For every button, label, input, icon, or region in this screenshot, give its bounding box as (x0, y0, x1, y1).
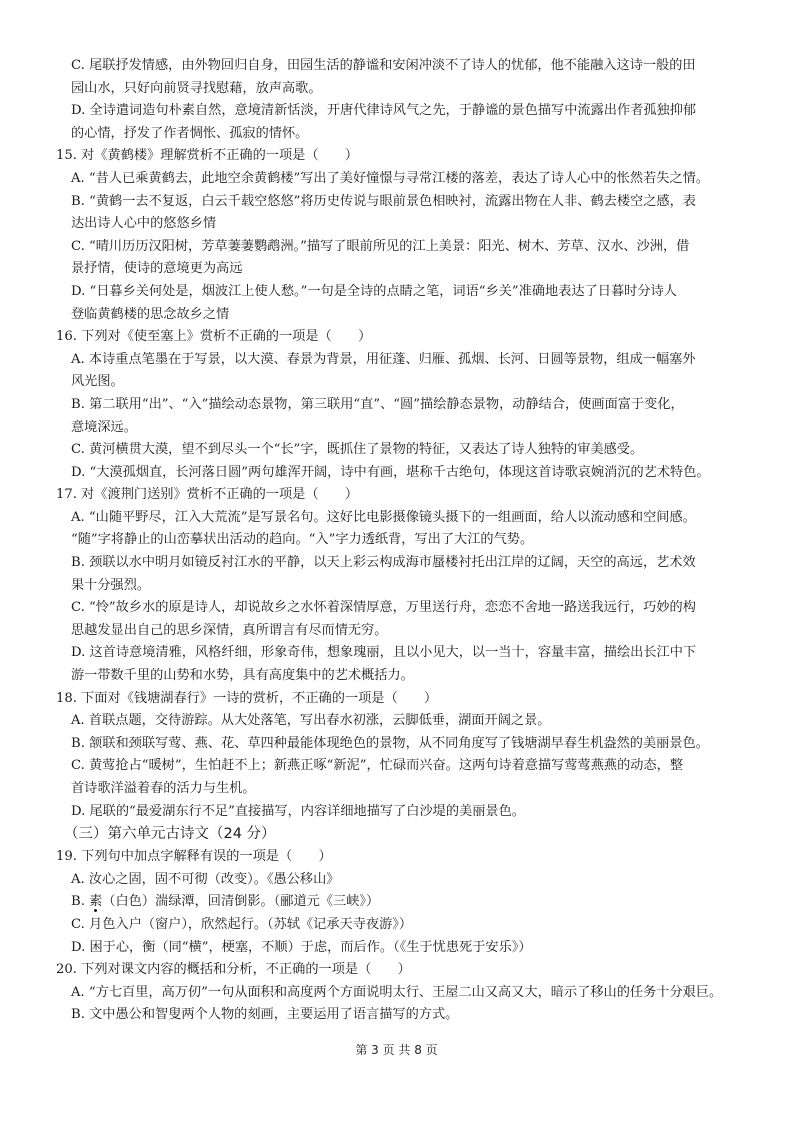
question-19-option-d: D. 困于心，衡（同“横”，梗塞，不顺）于虑，而后作。（《生于忧患死于安乐》） (71, 939, 532, 955)
answer-option-line: C. 尾联抒发情感，由外物回归自身，田园生活的静谧和安闲冲淡不了诗人的忧郁，他不能融入这诗一般的田 (71, 58, 696, 73)
question-stem-line: 17. 对《渡荆门送别》赏析不正确的一项是（ ） (56, 487, 359, 503)
question-20-option-a: A. “方七百里，高万仞”一句从面积和高度两个方面说明太行、王屋二山又高又大，暗示了移山的任务十分艰巨。 (71, 984, 723, 1000)
question-19-stem: 19. 下列句中加点字解释有误的一项是（ ） (56, 849, 332, 865)
answer-option-line: A. “昔人已乘黄鹤去，此地空余黄鹤楼”写出了美好憧憬与寻常江楼的落差，表达了诗人心中的怅然若失之情。 (71, 170, 710, 186)
page-content (56, 55, 740, 1027)
answer-option-line: B. 第二联用“出”、“入”描绘动态景物，第三联用“直”、“圆”描绘静态景物，动静结合，使画面富于变化， (71, 396, 684, 412)
question-stem-line: 16. 下列对《使至塞上》赏析不正确的一项是（ ） (56, 329, 372, 345)
answer-option-line: A. 本诗重点笔墨在于写景，以大漠、春景为背景，用征蓬、归雁、孤烟、长河、日圆等景物，组成一幅塞外 (71, 351, 696, 367)
question-19-option-b (56, 891, 740, 914)
section-title: （三）第六单元古诗文（24 分） (64, 826, 276, 843)
page-footer: 第 3 页 共 8 页 (355, 1043, 438, 1057)
answer-option-line: C. “晴川历历汉阳树，芳草萋萋鹦鹉洲。”描写了眼前所见的江上美景：阳光、树木、芳草、汉水、沙洲，借 (71, 238, 690, 254)
question-stem-line: 18. 下面对《钱塘湖春行》一诗的赏析，不正确的一项是（ ） (56, 690, 438, 706)
answer-option-line: D. “日暮乡关何处是，烟波江上使人愁。”一句是全诗的点睛之笔，词语“乡关”准确地表达了日暮时分诗人 (71, 283, 677, 299)
answer-option-line: 游一带数千里的山势和水势，具有高度集中的艺术概括力。 (71, 668, 414, 684)
question-stem-line: 15. 对《黄鹤楼》理解赏析不正确的一项是（ ） (56, 148, 359, 164)
question-20-option-b: B. 文中愚公和智叟两个人物的刻画，主要运用了语言描写的方式。 (71, 1007, 459, 1023)
answer-option-line: 意境深远。 (71, 419, 137, 435)
answer-option-line: D. 全诗遣词造句朴素自然，意境清新恬淡，开唐代律诗风气之先，于静谧的景色描写中流露出作者孤独抑郁 (71, 103, 697, 119)
answer-option-line: 园山水，只好向前贤寻找慰藉，放声高歌。 (71, 80, 322, 96)
answer-option-line: 登临黄鹤楼的思念故乡之情 (71, 306, 230, 322)
answer-option-line: C. 黄莺抢占“暖树”，生怕赶不上；新燕正啄“新泥”，忙碌而兴奋。这两句诗着意描写莺莺燕燕的动态，整 (71, 758, 684, 774)
answer-option-line: “随”字将静止的山峦摹状出活动的趋向。“入”字力透纸背，写出了大江的气势。 (71, 532, 534, 548)
answer-option-line: 的心情，抒发了作者惆怅、孤寂的情怀。 (71, 125, 309, 141)
answer-option-line: 首诗歌洋溢着春的活力与生机。 (71, 781, 256, 796)
answer-option-line: B. “黄鹤一去不复返，白云千载空悠悠”将历史传说与眼前景色相映衬，流露出物在人非、鹤去楼空之感，表 (71, 193, 696, 209)
option-b-prefix: B. (71, 894, 90, 910)
answer-option-line: 风光图。 (71, 374, 124, 390)
answer-option-line: B. 颔联和颈联写莺、燕、花、草四种最能体现绝色的景物，从不同角度写了钱塘湖早春生机盎然的美丽景色。 (71, 735, 709, 751)
answer-option-line: B. 颈联以水中明月如镜反衬江水的平静，以天上彩云构成海市蜃楼衬托出江岸的辽阔，天空的高远，艺术效 (71, 555, 696, 571)
question-19-option-a: A. 汝心之固，固不可彻（改变）。《愚公移山》 (71, 871, 340, 887)
answer-option-line: A. “山随平野尽，江入大荒流”是写景名句。这好比电影摄像镜头摄下的一组画面，给人以流动感和空间感。 (71, 509, 696, 525)
question-20 (56, 959, 740, 1027)
answer-option-line: D. “大漠孤烟直，长河落日圆”两句雄浑开阔，诗中有画，堪称千古绝句，体现这首诗歌哀婉消沉的艺术特色。 (71, 464, 710, 480)
answer-option-line: 果十分强烈。 (71, 577, 151, 593)
answer-option-line: A. 首联点题，交待游踪。从大处落笔，写出春水初涨，云脚低垂，湖面开阔之景。 (71, 713, 551, 729)
dotted-character: 素 (89, 894, 103, 910)
answer-option-line: D. 尾联的“最爱湖东行不足”直接描写，内容详细地描写了白沙堤的美丽景色。 (71, 803, 525, 819)
answer-option-line: D. 这首诗意境清雅，风格纤细，形象奇伟，想象瑰丽，且以小见大，以一当十，容量丰富，描绘出长江中下 (71, 645, 697, 661)
question-19 (56, 846, 740, 959)
question-text-block (56, 55, 740, 823)
answer-option-line: 达出诗人心中的悠悠乡情 (71, 216, 217, 232)
answer-option-line: 景抒情，使诗的意境更为高远 (71, 261, 243, 277)
answer-option-line: C. “怜”故乡水的原是诗人，却说故乡之水怀着深情厚意，万里送行舟，恋恋不舍地一路送我远行，巧妙的构 (71, 600, 696, 616)
answer-option-line: 思越发显出自己的思乡深情，真所谓言有尽而情无穷。 (71, 622, 388, 638)
question-19-option-c: C. 月色入户（窗户），欣然起行。（苏轼《记承天寺夜游》） (71, 916, 413, 932)
answer-option-line: C. 黄河横贯大漠，望不到尽头一个“长”字，既抓住了景物的特征，又表达了诗人独特的审美感受。 (71, 442, 644, 458)
option-b-text: （白色）湍绿潭，回清倒影。（郦道元《三峡》） (102, 894, 380, 910)
question-20-stem: 20. 下列对课文内容的概括和分析，不正确的一项是（ ） (56, 962, 411, 978)
